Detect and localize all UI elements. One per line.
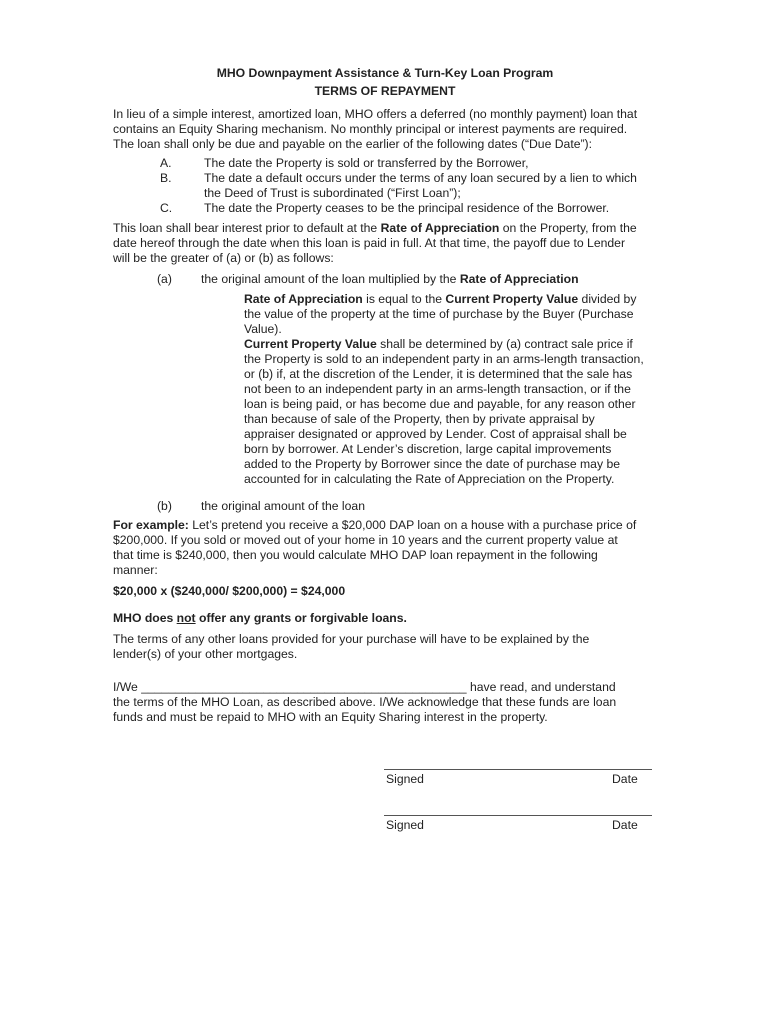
- acknowledgement-paragraph: [113, 680, 673, 725]
- other-loans-paragraph: [113, 632, 658, 662]
- cpv-definition-line: [244, 337, 664, 352]
- cpv-term: Current Property Value: [445, 292, 579, 306]
- due-date-item-a: The date the Property is sold or transferred by the Borrower,: [204, 156, 529, 170]
- signature-line[interactable]: [384, 769, 652, 770]
- acknowledgement-line: I/We ________________________________________________ have read, and understand: [113, 680, 616, 694]
- example-line: $200,000. If you sold or moved out of your home in 10 years and the current property value at: [113, 533, 618, 547]
- signed-label: Signed: [386, 818, 424, 832]
- example-paragraph: [113, 518, 673, 578]
- cpv-definition-line: the Property is sold to an independent party in an arms-length transaction,: [244, 352, 644, 366]
- no-grants-text: offer any grants or forgivable loans.: [195, 611, 407, 625]
- due-date-marker-b: B.: [160, 171, 172, 185]
- due-date-item-b: [204, 171, 664, 201]
- due-date-line: The date a default occurs under the terms of any loan secured by a lien to which: [204, 171, 637, 185]
- option-b-marker: (b): [157, 499, 172, 513]
- option-a-text: [201, 272, 661, 287]
- other-loans-line: The terms of any other loans provided for your purchase will have to be explained by the: [113, 632, 590, 646]
- rate-definition-line: Value).: [244, 322, 282, 336]
- example-label: For example:: [113, 518, 189, 532]
- signature-line[interactable]: [384, 815, 652, 816]
- no-grants-text: MHO does: [113, 611, 177, 625]
- option-b-text: the original amount of the loan: [201, 499, 365, 513]
- acknowledgement-line: funds and must be repaid to MHO with an Equity Sharing interest in the property.: [113, 710, 548, 724]
- cpv-definition-line: or (b) if, at the discretion of the Lender, it is determined that the sale has: [244, 367, 633, 381]
- interest-line: [113, 221, 658, 236]
- cpv-definition-line: added to the Property by Borrower since the date of purchase may be: [244, 457, 620, 471]
- cpv-definition-line: loan is being paid, or has become due and payable, for any reason other: [244, 397, 636, 411]
- rate-text: is equal to the: [362, 292, 446, 306]
- cpv-definition-line: not been to an independent party in an arms-length transaction, or if the: [244, 382, 631, 396]
- due-date-marker-c: C.: [160, 201, 173, 215]
- cpv-definition-line: accounted for in calculating the Rate of Appreciation on the Property.: [244, 472, 615, 486]
- repayment-formula: $20,000 x ($240,000/ $200,000) = $24,000: [113, 584, 346, 598]
- rate-of-appreciation-term: Rate of Appreciation: [380, 221, 500, 235]
- example-line: manner:: [113, 563, 158, 577]
- interest-paragraph: [113, 221, 658, 266]
- cpv-definition-line: than because of sale of the Property, then by private appraisal by: [244, 412, 595, 426]
- interest-line: date hereof through the date when this loan is paid in full. At that time, the payoff due to Lender: [113, 236, 625, 250]
- intro-line: In lieu of a simple interest, amortized loan, MHO offers a deferred (no monthly payment) loan that: [113, 107, 638, 121]
- due-date-item-c: The date the Property ceases to be the principal residence of the Borrower.: [204, 201, 610, 215]
- acknowledgement-line: the terms of the MHO Loan, as described above. I/We acknowledge that these funds are loan: [113, 695, 617, 709]
- rate-text: divided by: [578, 292, 637, 306]
- no-grants-emphasis: not: [176, 611, 196, 625]
- intro-line: The loan shall only be due and payable on the earlier of the following dates (“Due Date”):: [113, 137, 592, 151]
- interest-text: on the Property, from the: [499, 221, 637, 235]
- example-text: Let’s pretend you receive a $20,000 DAP loan on a house with a purchase price of: [188, 518, 637, 532]
- example-line: that time is $240,000, then you would calculate MHO DAP loan repayment in the following: [113, 548, 598, 562]
- interest-text: This loan shall bear interest prior to default at the: [113, 221, 381, 235]
- interest-line: will be the greater of (a) or (b) as follows:: [113, 251, 334, 265]
- due-date-marker-a: A.: [160, 156, 172, 170]
- rate-definition-line: the value of the property at the time of purchase by the Buyer (Purchase: [244, 307, 634, 321]
- rate-definition: [244, 292, 664, 337]
- rate-definition-line: [244, 292, 664, 307]
- intro-line: contains an Equity Sharing mechanism. No monthly principal or interest payments are required.: [113, 122, 628, 136]
- option-a-marker: (a): [157, 272, 172, 286]
- document-title: MHO Downpayment Assistance & Turn-Key Loan Program: [216, 66, 554, 80]
- date-label: Date: [612, 772, 638, 786]
- no-grants-statement: [113, 611, 658, 626]
- date-label: Date: [612, 818, 638, 832]
- document-subtitle: TERMS OF REPAYMENT: [314, 84, 456, 98]
- intro-paragraph: [113, 107, 658, 152]
- cpv-definition-line: born by borrower. At Lender’s discretion, large capital improvements: [244, 442, 612, 456]
- due-date-line: the Deed of Trust is subordinated (“First Loan”);: [204, 186, 461, 200]
- option-a-term: Rate of Appreciation: [459, 272, 579, 286]
- other-loans-line: lender(s) of your other mortgages.: [113, 647, 298, 661]
- cpv-definition: [244, 337, 664, 487]
- cpv-definition-line: appraiser designated or approved by Lender. Cost of appraisal shall be: [244, 427, 627, 441]
- cpv-term: Current Property Value: [244, 337, 377, 351]
- signed-label: Signed: [386, 772, 424, 786]
- example-line: [113, 518, 673, 533]
- rate-term: Rate of Appreciation: [244, 292, 363, 306]
- option-a-label: the original amount of the loan multiplied by the: [201, 272, 460, 286]
- cpv-text: shall be determined by (a) contract sale price if: [376, 337, 633, 351]
